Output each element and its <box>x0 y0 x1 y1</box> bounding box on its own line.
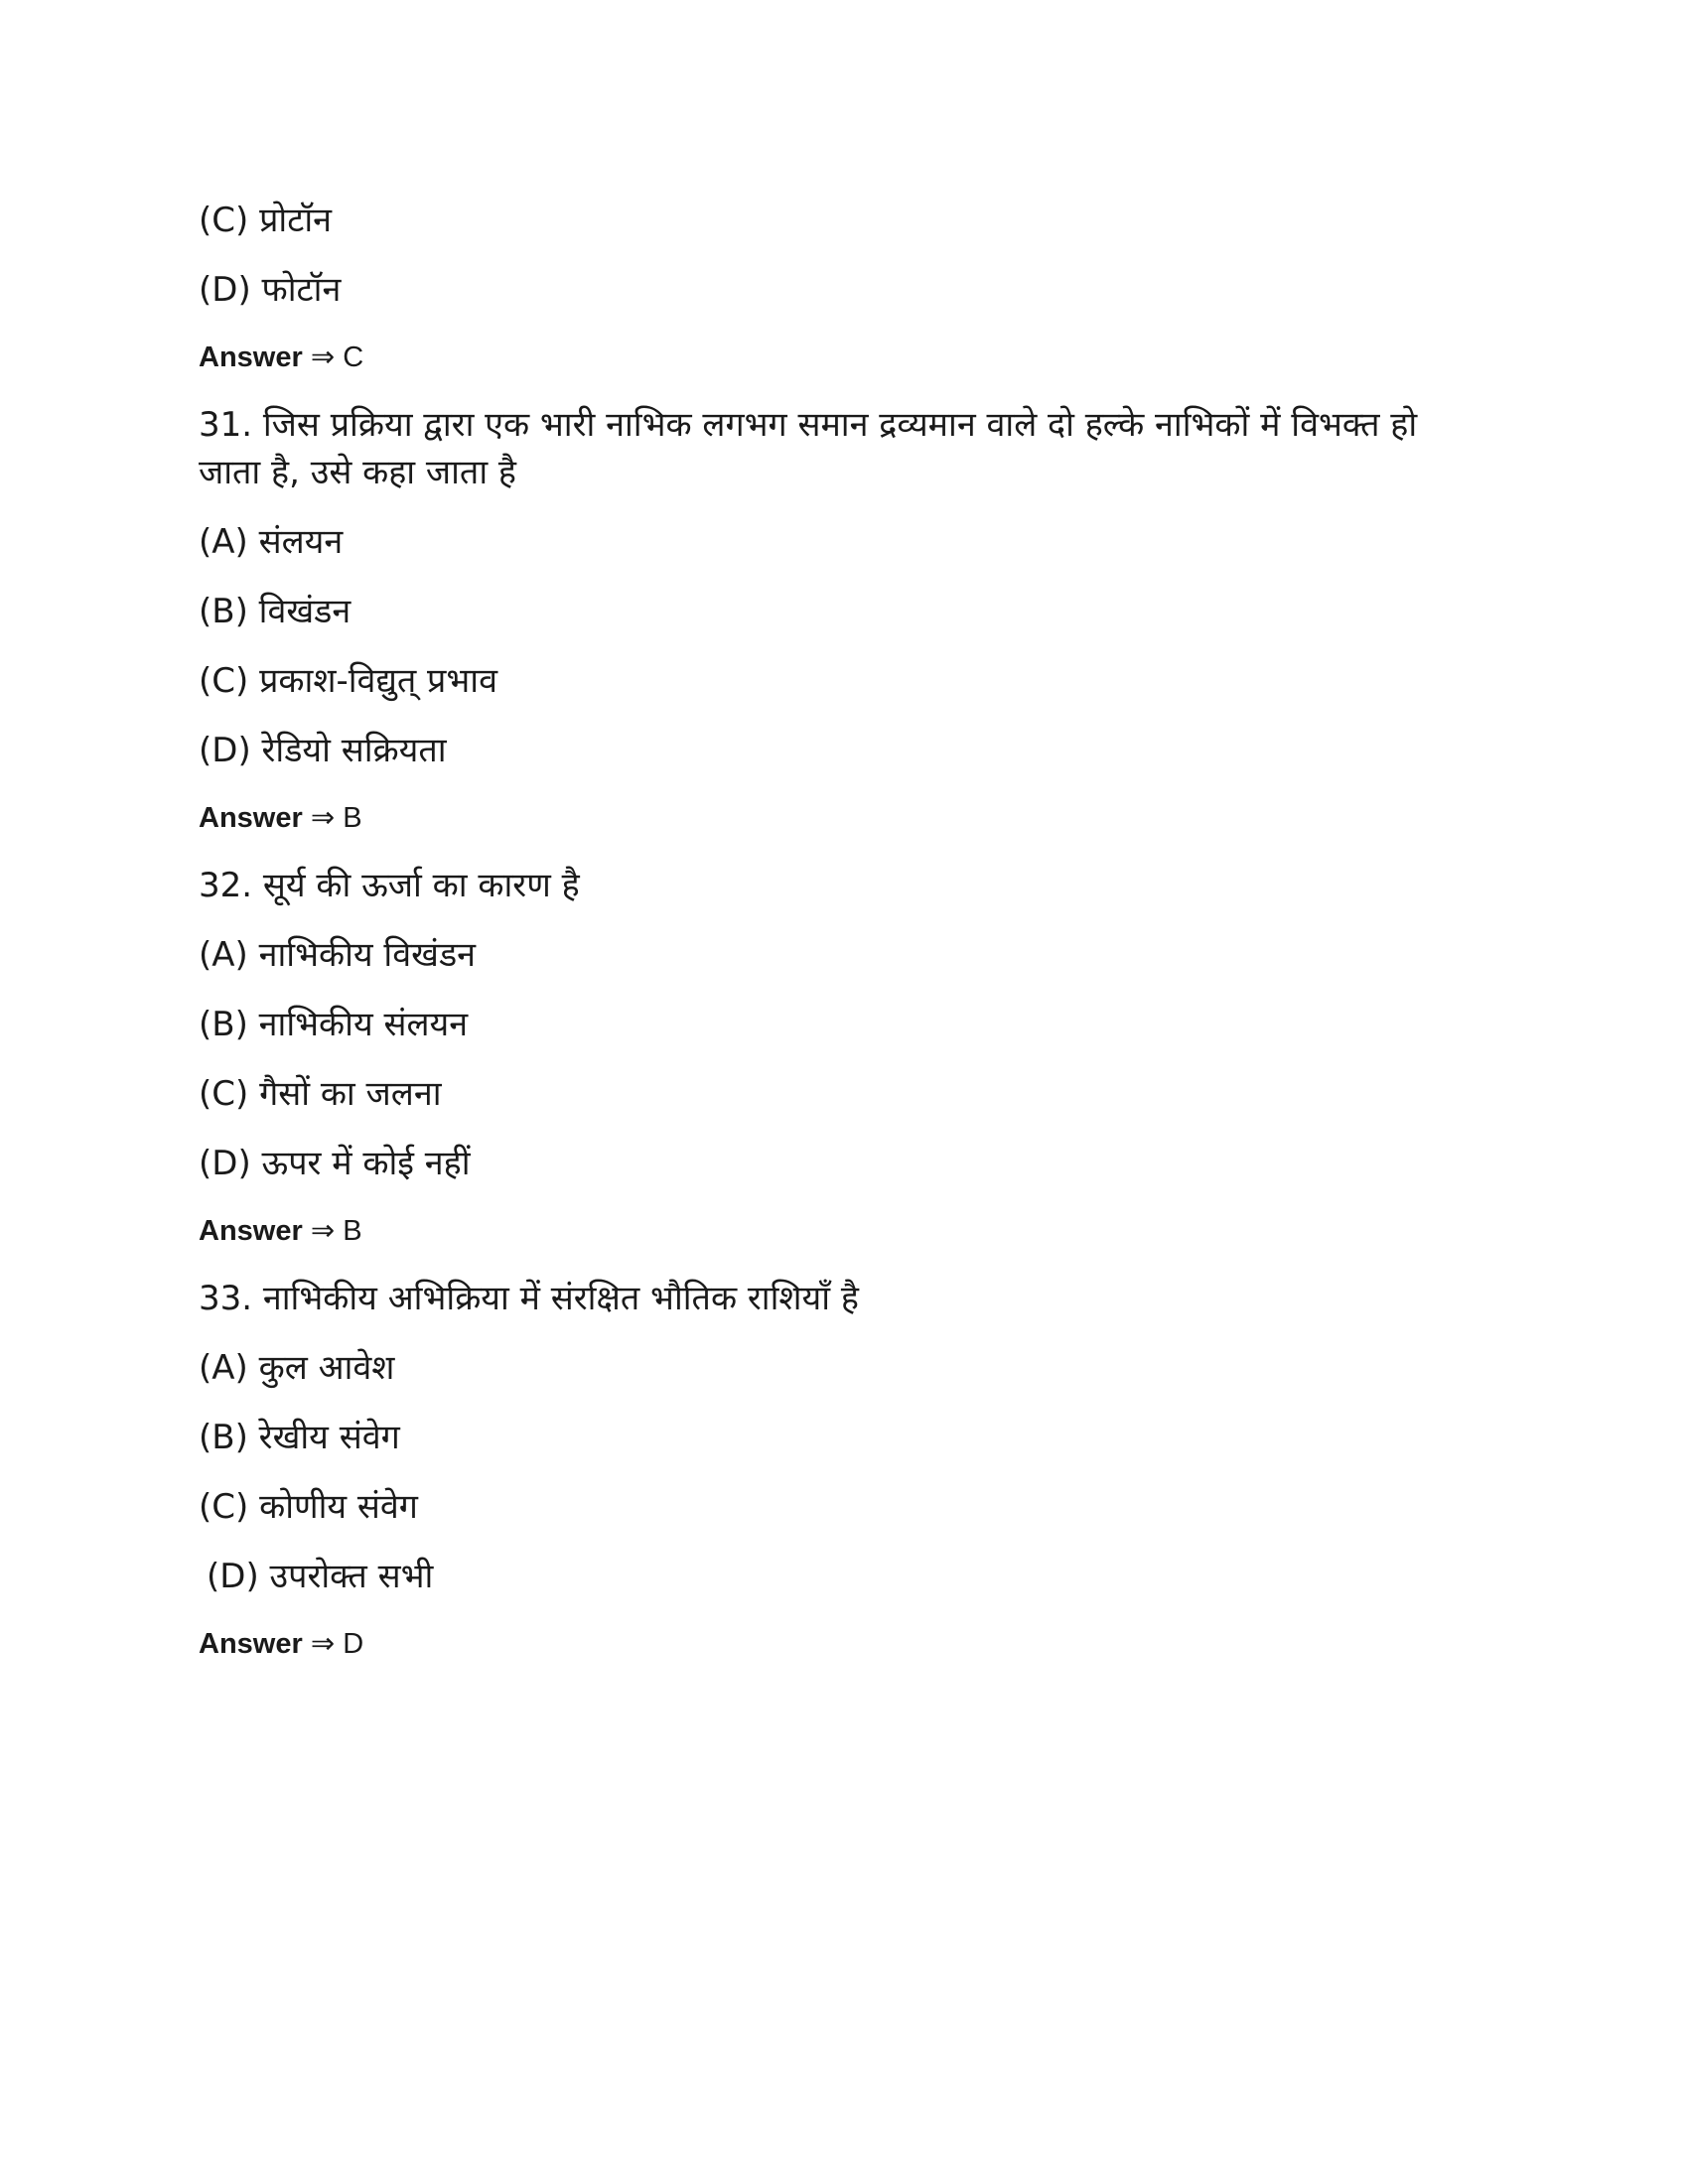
answer-arrow: ⇒ <box>310 802 336 834</box>
answer-arrow: ⇒ <box>310 1215 336 1247</box>
answer-line <box>199 336 1489 379</box>
option-a: (A) संलयन <box>199 522 344 562</box>
option-d: (D) ऊपर में कोई नहीं <box>199 1144 471 1183</box>
option-a: (A) कुल आवेश <box>199 1348 395 1388</box>
answer-line <box>199 1209 1489 1253</box>
answer-label: Answer <box>199 1628 303 1660</box>
answer-value: B <box>343 802 362 834</box>
answer-line <box>199 1622 1489 1666</box>
answer-arrow: ⇒ <box>310 341 336 373</box>
answer-label: Answer <box>199 802 303 834</box>
answer-value: D <box>343 1628 364 1660</box>
answer-label: Answer <box>199 1215 303 1247</box>
answer-value: C <box>343 341 364 373</box>
answer-value: B <box>343 1215 362 1247</box>
question-32: 32. सूर्य की ऊर्जा का कारण है <box>199 866 580 905</box>
option-a: (A) नाभिकीय विखंडन <box>199 935 477 975</box>
option-d: (D) फोटॉन <box>199 270 342 310</box>
question-31: 31. जिस प्रक्रिया द्वारा एक भारी नाभिक लगभग समान द्रव्यमान वाले दो हल्के नाभिकों में विभक्त हो जाता है, उसे कहा जाता है <box>199 405 1418 492</box>
option-c: (C) प्रकाश-विद्युत् प्रभाव <box>199 661 498 701</box>
question-33: 33. नाभिकीय अभिक्रिया में संरक्षित भौतिक राशियाँ है <box>199 1279 859 1318</box>
answer-line <box>199 796 1489 840</box>
option-b: (B) नाभिकीय संलयन <box>199 1005 469 1044</box>
option-c: (C) कोणीय संवेग <box>199 1487 418 1527</box>
option-c: (C) गैसों का जलना <box>199 1074 442 1114</box>
option-d: (D) उपरोक्त सभी <box>207 1557 434 1596</box>
answer-label: Answer <box>199 341 303 373</box>
answer-arrow: ⇒ <box>310 1628 336 1660</box>
option-b: (B) विखंडन <box>199 592 352 631</box>
option-b: (B) रेखीय संवेग <box>199 1418 400 1457</box>
quiz-content <box>199 197 1489 1688</box>
option-c: (C) प्रोटॉन <box>199 201 333 240</box>
option-d: (D) रेडियो सक्रियता <box>199 731 447 770</box>
